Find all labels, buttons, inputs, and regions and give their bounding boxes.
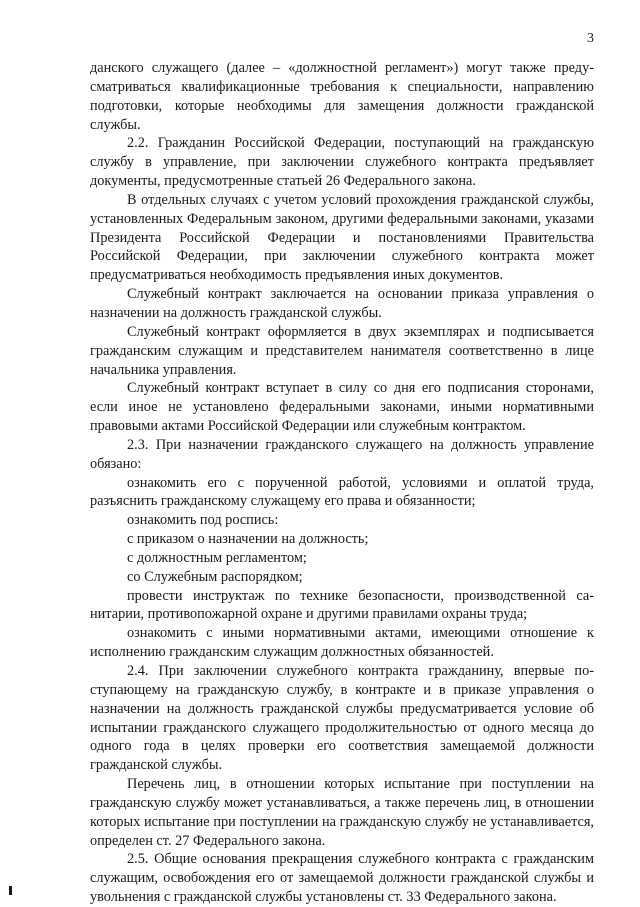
document-body xyxy=(90,59,594,907)
paragraph-2-5: 2.5. Общие основания прекращения служебного контракта с гражданским служащим, освобождения его от замещаемой должности гражданской службы и увольнения с гражданской службы установлены ст. 33 Федерального закона. xyxy=(90,851,594,906)
list-item-safety-briefing: провести инструктаж по технике безопасности, производственной санитарии, противопожарной охране и другими правилами охраны труда; xyxy=(90,587,594,623)
list-item-order: с приказом о назначении на должность; xyxy=(127,531,369,548)
paragraph-2-4: 2.4. При заключении служебного контракта гражданину, впервые поступающему на гражданскую службу, в контракте и в приказе управления о назначении на должность гражданской службы предусматривается условие об испытании гражданского служащего продолжительностью от одного месяца до одного года в целях проверки его соответствия замещаемой должности гражданской службы. xyxy=(90,663,594,774)
list-item-regulation: с должностным регламентом; xyxy=(127,549,307,566)
paragraph-contract-basis: Служебный контракт заключается на основании приказа управления о назначении на должность гражданской службы. xyxy=(90,286,594,321)
paragraph-contract-effective: Служебный контракт вступает в силу со дня его подписания сторонами, если иное не установлено федеральными законами, иными нормативными правовыми актами Российской Федерации или служебным контрактом. xyxy=(90,380,594,435)
list-item-other-acts: ознакомить с иными нормативными актами, имеющими отношение к исполнению гражданским служащим должностных обязанностей. xyxy=(90,625,594,661)
paragraph-2-3: 2.3. При назначении гражданского служащего на должность управление обязано: xyxy=(90,436,594,472)
list-item-sign-acquaint: ознакомить под роспись: xyxy=(127,512,279,529)
list-item-acquaint-work: ознакомить его с порученной работой, условиями и оплатой труда, разъяснить гражданскому служащему его права и обязанности; xyxy=(90,474,594,510)
scan-edge-mark xyxy=(9,886,12,895)
paragraph-probation-list: Перечень лиц, в отношении которых испытание при поступлении на гражданскую службу может устанавливаться, а также перечень лиц, в отношении которых испытание при поступлении на гражданскую службу не устанавливается, определен ст. 27 Федерального закона. xyxy=(90,776,594,849)
paragraph-2-2: 2.2. Гражданин Российской Федерации, поступающий на гражданскую службу в управление, при заключении служебного контракта предъявляет документы, предусмотренные статьей 26 Федерального закона. xyxy=(90,135,594,190)
paragraph-other-documents: В отдельных случаях с учетом условий прохождения гражданской службы, установленных Федеральным законом, другими федеральными законами, указами Президента Российской Федерации и постановлениями Правительства Российской Федерации, при заключении служебного контракта может предусматриваться необходимость предъявления иных документов. xyxy=(90,191,594,284)
list-item-service-schedule: со Служебным распорядком; xyxy=(127,568,303,585)
page-number: 3 xyxy=(587,31,594,46)
paragraph-contract-copies: Служебный контракт оформляется в двух экземплярах и подписывается гражданским служащим и представителем нанимателя соответственно в лице начальника управления. xyxy=(90,323,594,378)
paragraph-continuation: данского служащего (далее – «должностной регламент») могут также предусматриваться квалификационные требования к специальности, направлению подготовки, которые необходимы для замещения должности гражданской службы. xyxy=(90,60,594,133)
